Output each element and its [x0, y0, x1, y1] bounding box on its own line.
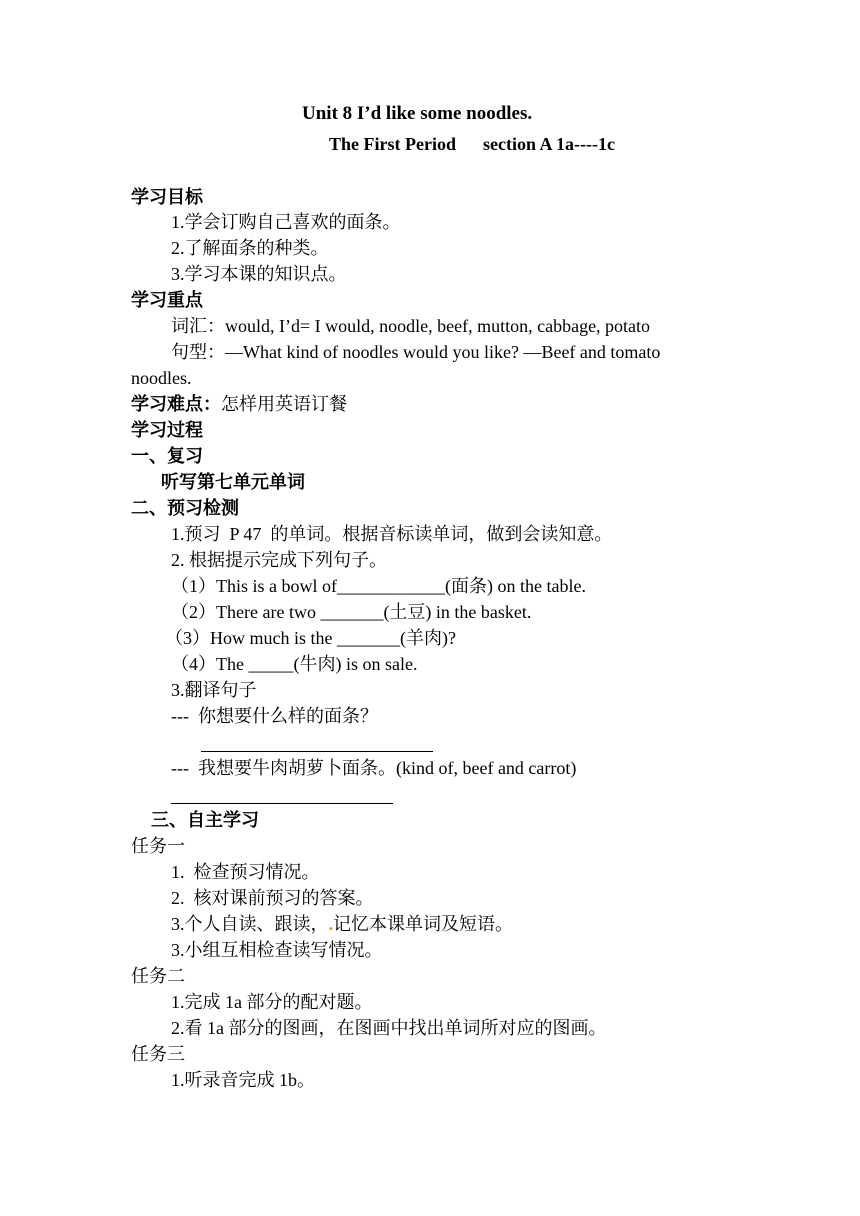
task-item: 3.小组互相检查读写情况。 [171, 940, 383, 960]
task-item-part: 3.个人自读、跟读， [171, 914, 329, 934]
sentence-line: 句型：—What kind of noodles would you like? —Beef and tomato [171, 342, 661, 362]
task-heading: 任务三 [131, 1044, 185, 1064]
answer-blank [201, 737, 433, 755]
task-item [171, 915, 513, 933]
vocab-line: 词汇：would, I’d= I would, noodle, beef, mutton, cabbage, potato [171, 316, 651, 336]
preview-item: 2. 根据提示完成下列句子。 [171, 550, 387, 570]
task-item: 1. 检查预习情况。 [171, 862, 320, 882]
mark-dot-icon: . [328, 914, 333, 934]
difficulty-heading: 学习难点： [131, 394, 221, 414]
sentence-line-cont: noodles. [131, 368, 192, 388]
task-heading: 任务二 [131, 966, 185, 986]
difficulty-line [131, 395, 347, 413]
task-item: 1.完成 1a 部分的配对题。 [171, 992, 373, 1012]
preview-item: 3.翻译句子 [171, 680, 257, 700]
process-heading: 学习过程 [131, 420, 203, 440]
objective-item: 2.了解面条的种类。 [171, 238, 329, 258]
answer-blank [171, 789, 393, 807]
review-text: 听写第七单元单词 [161, 472, 305, 492]
task-item: 2. 核对课前预习的答案。 [171, 888, 374, 908]
task-item: 1.听录音完成 1b。 [171, 1070, 315, 1090]
task-item-part: 记忆本课单词及短语。 [333, 914, 513, 934]
question-line: （3）How much is the _______(羊肉)? [165, 628, 456, 648]
self-study-heading: 三、自主学习 [151, 810, 259, 830]
doc-title: Unit 8 I’d like some noodles. [302, 103, 533, 124]
review-heading: 一、复习 [131, 446, 203, 466]
task-heading: 任务一 [131, 836, 185, 856]
difficulty-text: 怎样用英语订餐 [221, 394, 347, 414]
preview-item: 1.预习 P 47 的单词。根据音标读单词，做到会读知意。 [171, 524, 613, 544]
translate-line: --- 你想要什么样的面条？ [171, 706, 378, 726]
question-line: （1）This is a bowl of____________(面条) on the table. [171, 576, 586, 596]
translate-line: --- 我想要牛肉胡萝卜面条。(kind of, beef and carrot) [171, 758, 577, 778]
objective-item: 3.学习本课的知识点。 [171, 264, 347, 284]
key-points-heading: 学习重点 [131, 290, 203, 310]
preview-heading: 二、预习检测 [131, 498, 239, 518]
task-item: 2.看 1a 部分的图画，在图画中找出单词所对应的图画。 [171, 1018, 607, 1038]
objectives-heading: 学习目标 [131, 187, 203, 207]
question-line: （2）There are two _______(土豆) in the basket. [171, 602, 532, 622]
doc-subtitle: The First Period section A 1a----1c [329, 134, 615, 154]
objective-item: 1.学会订购自己喜欢的面条。 [171, 212, 401, 232]
question-line: （4）The _____(牛肉) is on sale. [171, 654, 418, 674]
